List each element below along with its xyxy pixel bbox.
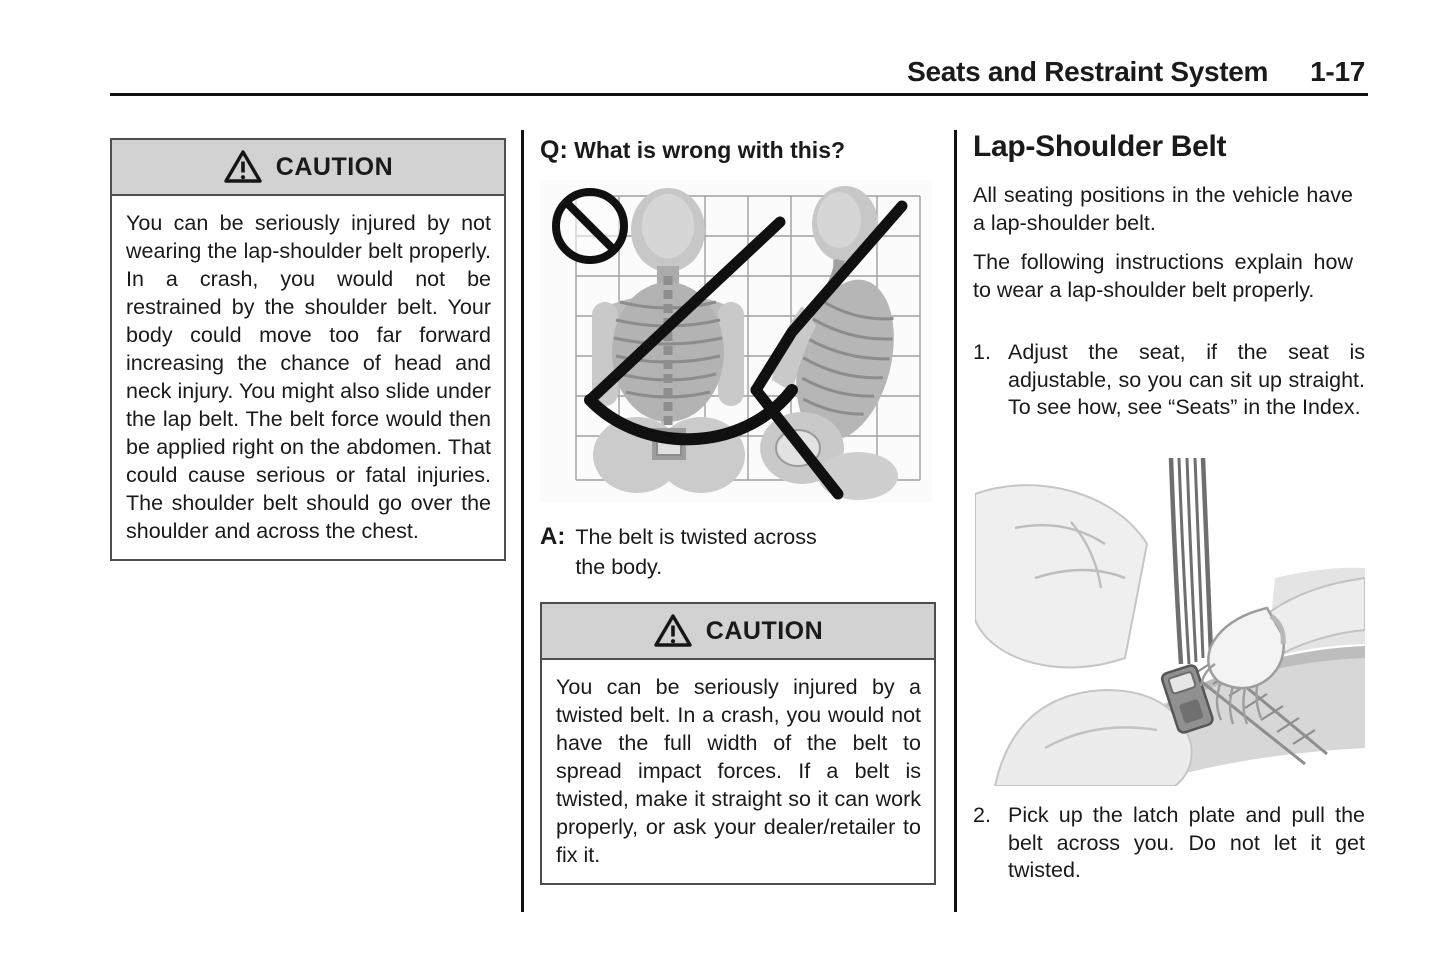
caution-body: You can be seriously injured by a twisted belt. In a crash, you would not have the full width of the belt to spread impact forces. If a belt is twisted, make it straight so it can work properly, or ask your dealer/retailer to fix it. <box>556 675 921 867</box>
step-item <box>973 339 1365 422</box>
twisted-belt-figure <box>540 180 932 502</box>
column-divider-left <box>521 130 524 912</box>
page-number: 1-17 <box>1310 56 1365 87</box>
caution-header <box>112 140 504 196</box>
caution-body: You can be seriously injured by not wearing the lap-shoulder belt properly. In a crash, you would not be restrained by the shoulder belt. Your body could move too far forward increasing the chance of head and neck injury. You might also slide under the lap belt. The belt force would then be applied right on the abdomen. That could cause serious or fatal injuries. The shoulder belt should go over the shoulder and across the chest. <box>126 211 491 543</box>
step-text: Adjust the seat, if the seat is adjustable, so you can sit up straight. To see how, see “Seats” in the Index. <box>1008 340 1365 419</box>
paragraph: The following instructions explain how to wear a lap-shoulder belt properly. <box>973 250 1353 302</box>
step-item <box>973 802 1365 885</box>
column-divider-right <box>954 130 957 912</box>
caution-title: CAUTION <box>275 152 394 181</box>
answer-line <box>540 522 847 582</box>
no-symbol-icon <box>556 192 624 260</box>
step-number: 2. <box>973 803 991 827</box>
caution-box-lap-shoulder <box>110 138 506 561</box>
section-heading: Lap-Shoulder Belt <box>973 130 1227 163</box>
question-prefix: Q: <box>540 136 568 164</box>
paragraph: All seating positions in the vehicle have a lap-shoulder belt. <box>973 183 1353 235</box>
caution-box-twisted-belt <box>540 602 936 885</box>
latch-plate-figure <box>975 458 1365 786</box>
question-line <box>540 136 845 165</box>
caution-title: CAUTION <box>705 616 824 645</box>
running-title: Seats and Restraint System <box>907 56 1269 87</box>
warning-triangle-icon <box>223 149 263 185</box>
header-rule <box>110 93 1368 96</box>
question-text: What is wrong with this? <box>574 137 846 163</box>
answer-text: The belt is twisted across the body. <box>575 525 817 579</box>
caution-header <box>542 604 934 660</box>
step-number: 1. <box>973 340 991 364</box>
step-text: Pick up the latch plate and pull the belt across you. Do not let it get twisted. <box>1008 803 1365 882</box>
answer-prefix: A: <box>540 523 566 550</box>
warning-triangle-icon <box>653 613 693 649</box>
page-header <box>907 56 1365 88</box>
